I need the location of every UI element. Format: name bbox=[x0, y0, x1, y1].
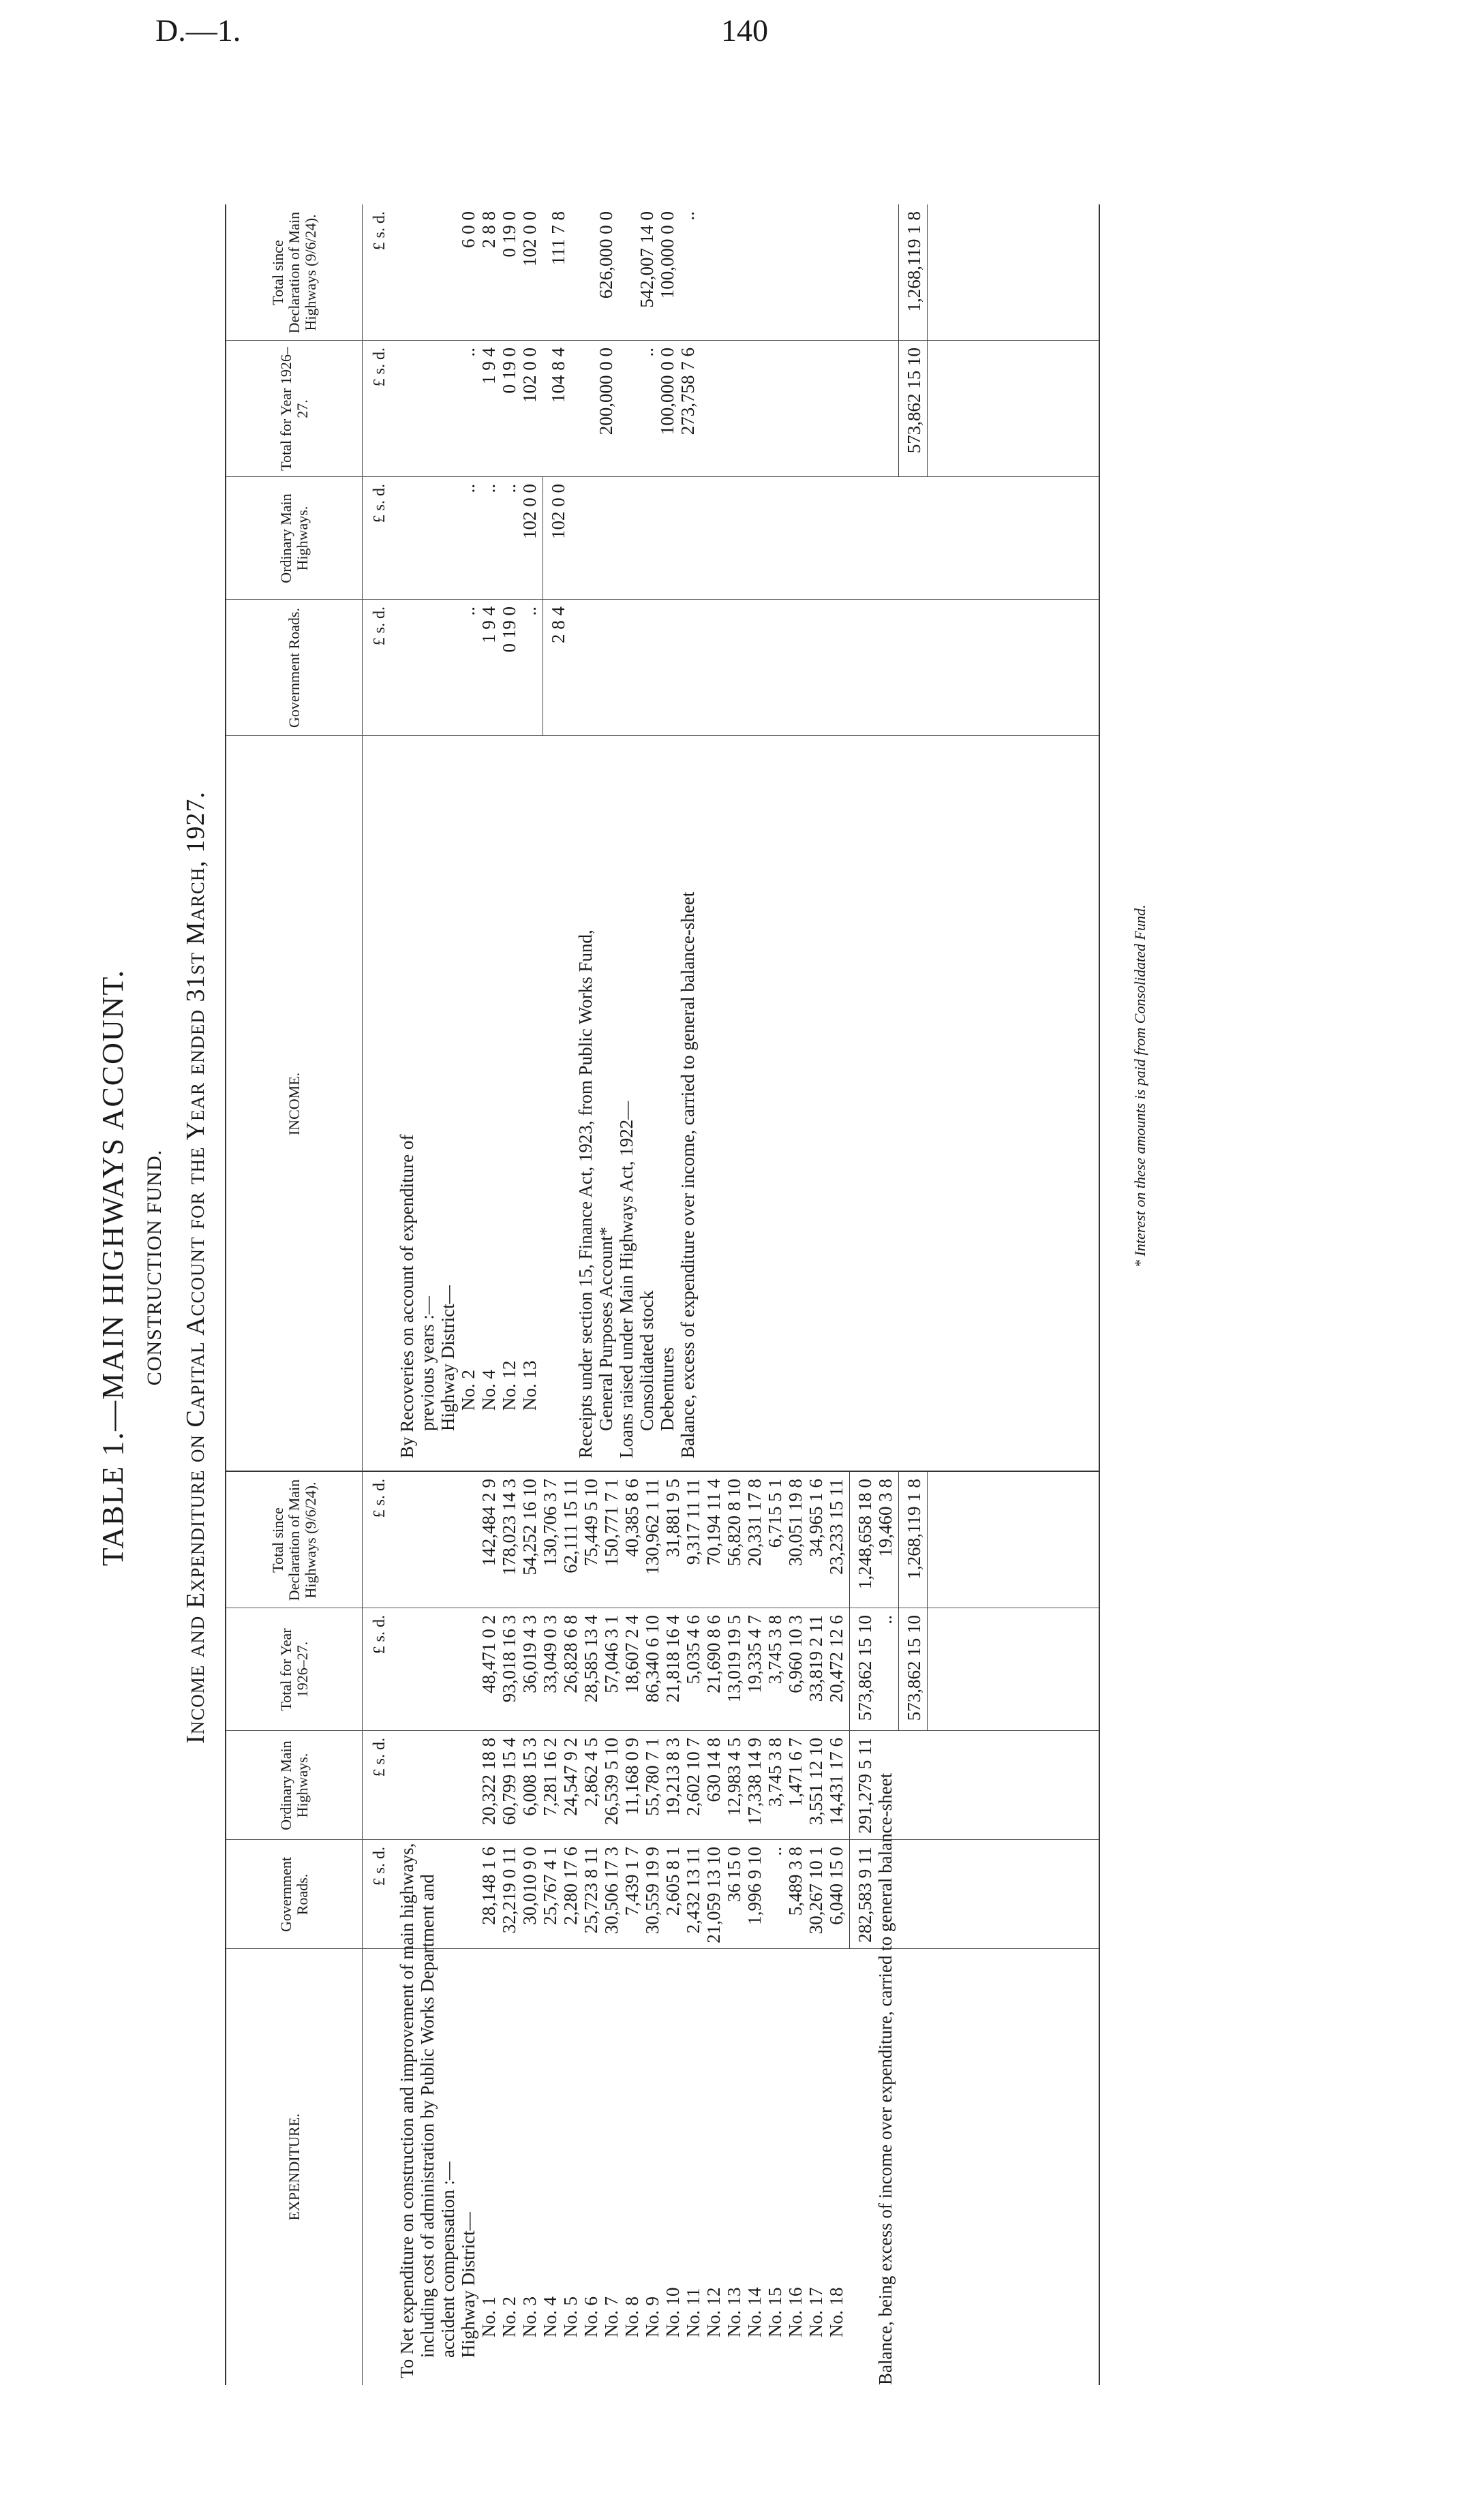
exp-ord-main-value: 19,213 8 3 bbox=[662, 1738, 683, 1816]
units-label: £ s. d. bbox=[371, 606, 388, 646]
expenditure-intro-line: To Net expenditure on construction and improvement of main highways, bbox=[397, 1843, 417, 2378]
income-receipts-line: Receipts under section 15, Finance Act, 1923, from Public Works Fund, bbox=[575, 929, 596, 1458]
inc-loan-year: .. bbox=[637, 348, 657, 357]
exp-gov-roads-value: 32,219 0 11 bbox=[499, 1847, 519, 1934]
exp-total-since-value: 130,706 3 7 bbox=[540, 1479, 560, 1567]
units-label: £ s. d. bbox=[371, 348, 388, 387]
exp-ord-main-value: 630 14 8 bbox=[703, 1738, 724, 1802]
exp-total-since-value: 56,820 8 10 bbox=[724, 1479, 744, 1567]
total-rule bbox=[898, 1472, 899, 1731]
units-label: £ s. d. bbox=[371, 211, 388, 251]
exp-gov-roads-value: 25,767 4 1 bbox=[540, 1847, 560, 1925]
inc-ord-main-value: .. bbox=[478, 484, 499, 493]
exp-ord-main-value: 12,983 4 5 bbox=[724, 1738, 744, 1816]
col-header-gov-roads-exp: Government Roads. bbox=[226, 1840, 363, 1949]
inc-recoveries-total-gov: 2 8 4 bbox=[548, 606, 568, 643]
rule bbox=[226, 735, 1099, 736]
exp-total-year-value: 36,019 4 3 bbox=[519, 1615, 540, 1693]
inc-total-year-value: .. bbox=[458, 348, 478, 357]
exp-subtotal-gov: 282,583 9 11 bbox=[855, 1847, 875, 1943]
exp-total-year-value: 5,035 4 6 bbox=[683, 1615, 703, 1685]
exp-ord-main-value: 14,431 17 6 bbox=[826, 1738, 846, 1826]
exp-subtotal-since: 1,248,658 18 0 bbox=[855, 1479, 875, 1589]
expenditure-district-label: No. 1 bbox=[478, 2296, 499, 2337]
inc-total-year-value: 1 9 4 bbox=[478, 348, 499, 384]
exp-balance-since: 19,460 3 8 bbox=[875, 1479, 896, 1557]
exp-total-year-value: 6,960 10 3 bbox=[785, 1615, 806, 1693]
fund-title: CONSTRUCTION FUND. bbox=[143, 1149, 166, 1386]
exp-ord-main-value: 7,281 16 2 bbox=[540, 1738, 560, 1816]
exp-gov-roads-value: 30,267 10 1 bbox=[806, 1847, 826, 1935]
expenditure-district-label: No. 4 bbox=[540, 2296, 560, 2337]
income-district-label: No. 13 bbox=[519, 1360, 540, 1411]
expenditure-district-label: No. 3 bbox=[519, 2296, 540, 2337]
units-label: £ s. d. bbox=[371, 484, 388, 523]
income-balance-label: Balance, excess of expenditure over income, carried to general balance-sheet bbox=[677, 891, 698, 1458]
exp-total-year-value: 33,049 0 3 bbox=[540, 1615, 560, 1693]
exp-total-year-value: 33,819 2 11 bbox=[806, 1615, 826, 1702]
exp-total-since-value: 6,715 5 1 bbox=[765, 1479, 785, 1548]
inc-balance-since: .. bbox=[677, 211, 698, 221]
income-district-label: No. 4 bbox=[478, 1370, 499, 1411]
exp-subtotal-year: 573,862 15 10 bbox=[855, 1615, 875, 1721]
income-intro-line: previous years :— bbox=[417, 1296, 438, 1431]
col-header-income: INCOME. bbox=[226, 736, 363, 1472]
exp-gov-roads-value: 5,489 3 8 bbox=[785, 1847, 806, 1916]
exp-total-year-value: 18,607 2 4 bbox=[622, 1615, 642, 1693]
expenditure-district-label: No. 16 bbox=[785, 2287, 806, 2337]
exp-total-since-value: 20,331 17 8 bbox=[744, 1479, 765, 1567]
footnote: * Interest on these amounts is paid from Consolidated Fund. bbox=[1131, 904, 1148, 1267]
expenditure-district-label: No. 8 bbox=[622, 2296, 642, 2337]
exp-total-year-value: 21,690 8 6 bbox=[703, 1615, 724, 1693]
account-table bbox=[225, 204, 1100, 2385]
exp-total-year-value: 13,019 19 5 bbox=[724, 1615, 744, 1703]
inc-ord-main-value: .. bbox=[499, 484, 519, 493]
exp-total-year-value: 21,818 16 4 bbox=[662, 1615, 683, 1703]
expenditure-intro-line: accident compensation :— bbox=[438, 2162, 458, 2358]
expenditure-district-label: No. 11 bbox=[683, 2288, 703, 2337]
expenditure-district-label: No. 18 bbox=[826, 2287, 846, 2337]
units-label: £ s. d. bbox=[371, 1738, 388, 1777]
inc-total-since-value: 2 8 8 bbox=[478, 211, 499, 248]
units-label: £ s. d. bbox=[371, 1479, 388, 1518]
exp-ord-main-value: 2,862 4 5 bbox=[581, 1738, 601, 1807]
exp-grand-total-year: 573,862 15 10 bbox=[904, 1615, 924, 1721]
exp-gov-roads-value: 30,559 19 9 bbox=[642, 1847, 662, 1935]
inc-receipts-year: 200,000 0 0 bbox=[596, 348, 616, 435]
exp-gov-roads-value: 25,723 8 11 bbox=[581, 1847, 601, 1934]
exp-gov-roads-value: 2,280 17 6 bbox=[560, 1847, 581, 1925]
col-header-expenditure: EXPENDITURE. bbox=[226, 1949, 363, 2385]
inc-gov-roads-value: .. bbox=[519, 606, 540, 616]
exp-total-since-value: 34,965 1 6 bbox=[806, 1479, 826, 1557]
inc-total-year-value: 102 0 0 bbox=[519, 348, 540, 403]
inc-recoveries-total-since: 111 7 8 bbox=[548, 211, 568, 265]
exp-total-since-value: 70,194 11 4 bbox=[703, 1479, 724, 1566]
col-header-total-since-exp: Total since Declaration of Main Highways (9/6/24). bbox=[226, 1472, 363, 1608]
exp-total-year-value: 26,828 6 8 bbox=[560, 1615, 581, 1693]
exp-total-since-value: 150,771 7 1 bbox=[601, 1479, 622, 1567]
total-rule bbox=[927, 1472, 928, 1731]
rule bbox=[226, 599, 1099, 600]
rotated-table-page bbox=[95, 109, 1186, 2426]
expenditure-district-label: No. 13 bbox=[724, 2287, 744, 2337]
inc-loan-since: 100,000 0 0 bbox=[657, 211, 677, 299]
inc-gov-roads-value: .. bbox=[458, 606, 478, 616]
exp-total-since-value: 23,233 15 11 bbox=[826, 1479, 846, 1575]
total-rule bbox=[849, 1472, 850, 1949]
expenditure-district-label: No. 7 bbox=[601, 2296, 622, 2337]
exp-grand-total-since: 1,268,119 1 8 bbox=[904, 1479, 924, 1580]
col-header-gov-roads-inc: Government Roads. bbox=[226, 600, 363, 736]
exp-gov-roads-value: 30,506 17 3 bbox=[601, 1847, 622, 1935]
expenditure-intro-line: including cost of administration by Public Works Department and bbox=[417, 1874, 438, 2358]
exp-gov-roads-value: 21,059 13 10 bbox=[703, 1847, 724, 1943]
income-district-label: No. 12 bbox=[499, 1360, 519, 1411]
col-header-ord-main-exp: Ordinary Main Highways. bbox=[226, 1731, 363, 1840]
inc-balance-year: 273,758 7 6 bbox=[677, 348, 698, 435]
expenditure-district-label: No. 5 bbox=[560, 2296, 581, 2337]
inc-gov-roads-value: 1 9 4 bbox=[478, 606, 499, 643]
exp-balance-year: .. bbox=[875, 1615, 896, 1625]
exp-total-since-value: 31,881 9 5 bbox=[662, 1479, 683, 1557]
expenditure-district-label: No. 17 bbox=[806, 2287, 826, 2337]
exp-gov-roads-value: 2,432 13 11 bbox=[683, 1847, 703, 1934]
exp-ord-main-value: 26,539 5 10 bbox=[601, 1738, 622, 1826]
inc-recoveries-total-year: 104 8 4 bbox=[548, 348, 568, 403]
inc-total-since-value: 0 19 0 bbox=[499, 211, 519, 258]
exp-gov-roads-value: 30,010 9 0 bbox=[519, 1847, 540, 1925]
exp-total-year-value: 48,471 0 2 bbox=[478, 1615, 499, 1693]
income-loan-label: Debentures bbox=[657, 1347, 677, 1431]
document-reference: D.—1. bbox=[155, 13, 241, 48]
exp-total-since-value: 62,111 15 11 bbox=[560, 1479, 581, 1573]
exp-ord-main-value: 6,008 15 3 bbox=[519, 1738, 540, 1816]
exp-ord-main-value: 55,780 7 1 bbox=[642, 1738, 662, 1816]
exp-ord-main-value: 11,168 0 9 bbox=[622, 1738, 642, 1815]
exp-total-since-value: 130,962 1 11 bbox=[642, 1479, 662, 1575]
total-rule bbox=[898, 204, 899, 477]
expenditure-balance-label: Balance, being excess of income over expenditure, carried to general balance-sheet bbox=[875, 1772, 896, 2385]
expenditure-district-label: No. 2 bbox=[499, 2296, 519, 2337]
col-header-total-year-exp: Total for Year 1926–27. bbox=[226, 1608, 363, 1731]
inc-ord-main-value: 102 0 0 bbox=[519, 484, 540, 539]
income-receipts-line: General Purposes Account* bbox=[596, 1227, 616, 1431]
exp-subtotal-ord: 291,279 5 11 bbox=[855, 1738, 875, 1834]
col-header-total-since-inc: Total since Declaration of Main Highways (9/6/24). bbox=[226, 204, 363, 341]
exp-gov-roads-value: .. bbox=[765, 1847, 785, 1856]
exp-total-year-value: 3,745 3 8 bbox=[765, 1615, 785, 1685]
exp-total-year-value: 19,335 4 7 bbox=[744, 1615, 765, 1693]
income-district-header: Highway District— bbox=[438, 1285, 458, 1431]
rule bbox=[226, 1471, 1099, 1472]
exp-total-year-value: 86,340 6 10 bbox=[642, 1615, 662, 1703]
exp-gov-roads-value: 7,439 1 7 bbox=[622, 1847, 642, 1916]
inc-recoveries-total-ord: 102 0 0 bbox=[548, 484, 568, 539]
exp-ord-main-value: 2,602 10 7 bbox=[683, 1738, 703, 1816]
exp-total-since-value: 9,317 11 11 bbox=[683, 1479, 703, 1565]
exp-total-year-value: 20,472 12 6 bbox=[826, 1615, 846, 1703]
exp-gov-roads-value: 36 15 0 bbox=[724, 1847, 744, 1902]
inc-receipts-since: 626,000 0 0 bbox=[596, 211, 616, 299]
expenditure-district-label: No. 14 bbox=[744, 2287, 765, 2337]
exp-ord-main-value: 20,322 18 8 bbox=[478, 1738, 499, 1826]
inc-grand-total-year: 573,862 15 10 bbox=[904, 348, 924, 454]
exp-gov-roads-value: 1,996 9 10 bbox=[744, 1847, 765, 1925]
inc-ord-main-value: .. bbox=[458, 484, 478, 493]
total-rule bbox=[927, 204, 928, 477]
exp-total-since-value: 40,385 8 6 bbox=[622, 1479, 642, 1557]
exp-ord-main-value: 24,547 9 2 bbox=[560, 1738, 581, 1816]
exp-total-since-value: 75,449 5 10 bbox=[581, 1479, 601, 1567]
income-district-label: No. 2 bbox=[458, 1370, 478, 1411]
exp-total-year-value: 93,018 16 3 bbox=[499, 1615, 519, 1703]
inc-total-since-value: 102 0 0 bbox=[519, 211, 540, 266]
exp-gov-roads-value: 6,040 15 0 bbox=[826, 1847, 846, 1925]
table-title: TABLE 1.—MAIN HIGHWAYS ACCOUNT. bbox=[96, 968, 129, 1567]
exp-total-year-value: 57,046 3 1 bbox=[601, 1615, 622, 1693]
exp-ord-main-value: 3,551 12 10 bbox=[806, 1738, 826, 1826]
exp-total-since-value: 54,252 16 10 bbox=[519, 1479, 540, 1576]
col-header-total-year-inc: Total for Year 1926–27. bbox=[226, 341, 363, 477]
expenditure-district-label: No. 15 bbox=[765, 2287, 785, 2337]
exp-ord-main-value: 1,471 6 7 bbox=[785, 1738, 806, 1807]
exp-total-since-value: 142,484 2 9 bbox=[478, 1479, 499, 1567]
expenditure-district-label: No. 9 bbox=[642, 2296, 662, 2337]
inc-loan-year: 100,000 0 0 bbox=[657, 348, 677, 435]
exp-ord-main-value: 3,745 3 8 bbox=[765, 1738, 785, 1807]
exp-ord-main-value: 60,799 15 4 bbox=[499, 1738, 519, 1826]
exp-total-since-value: 178,023 14 3 bbox=[499, 1479, 519, 1576]
account-title: Income and Expenditure on Capital Account for the Year ended 31st March, 1927. bbox=[181, 791, 210, 1744]
exp-total-since-value: 30,051 19 8 bbox=[785, 1479, 806, 1567]
expenditure-district-label: No. 6 bbox=[581, 2296, 601, 2337]
col-header-ord-main-inc: Ordinary Main Highways. bbox=[226, 477, 363, 600]
exp-gov-roads-value: 28,148 1 6 bbox=[478, 1847, 499, 1925]
units-label: £ s. d. bbox=[371, 1847, 388, 1886]
expenditure-district-header: Highway District— bbox=[458, 2212, 478, 2358]
income-loans-header: Loans raised under Main Highways Act, 1922— bbox=[616, 1101, 637, 1458]
exp-gov-roads-value: 2,605 8 1 bbox=[662, 1847, 683, 1916]
inc-gov-roads-value: 0 19 0 bbox=[499, 606, 519, 653]
income-intro-line: By Recoveries on account of expenditure of bbox=[397, 1134, 417, 1458]
exp-total-year-value: 28,585 13 4 bbox=[581, 1615, 601, 1703]
page-number: 140 bbox=[721, 13, 768, 48]
inc-total-since-value: 6 0 0 bbox=[458, 211, 478, 248]
inc-grand-total-since: 1,268,119 1 8 bbox=[904, 211, 924, 312]
inc-total-year-value: 0 19 0 bbox=[499, 348, 519, 394]
expenditure-district-label: No. 10 bbox=[662, 2287, 683, 2337]
income-loan-label: Consolidated stock bbox=[637, 1290, 657, 1431]
exp-ord-main-value: 17,338 14 9 bbox=[744, 1738, 765, 1826]
expenditure-district-label: No. 12 bbox=[703, 2287, 724, 2337]
units-label: £ s. d. bbox=[371, 1615, 388, 1655]
inc-loan-since: 542,007 14 0 bbox=[637, 211, 657, 308]
